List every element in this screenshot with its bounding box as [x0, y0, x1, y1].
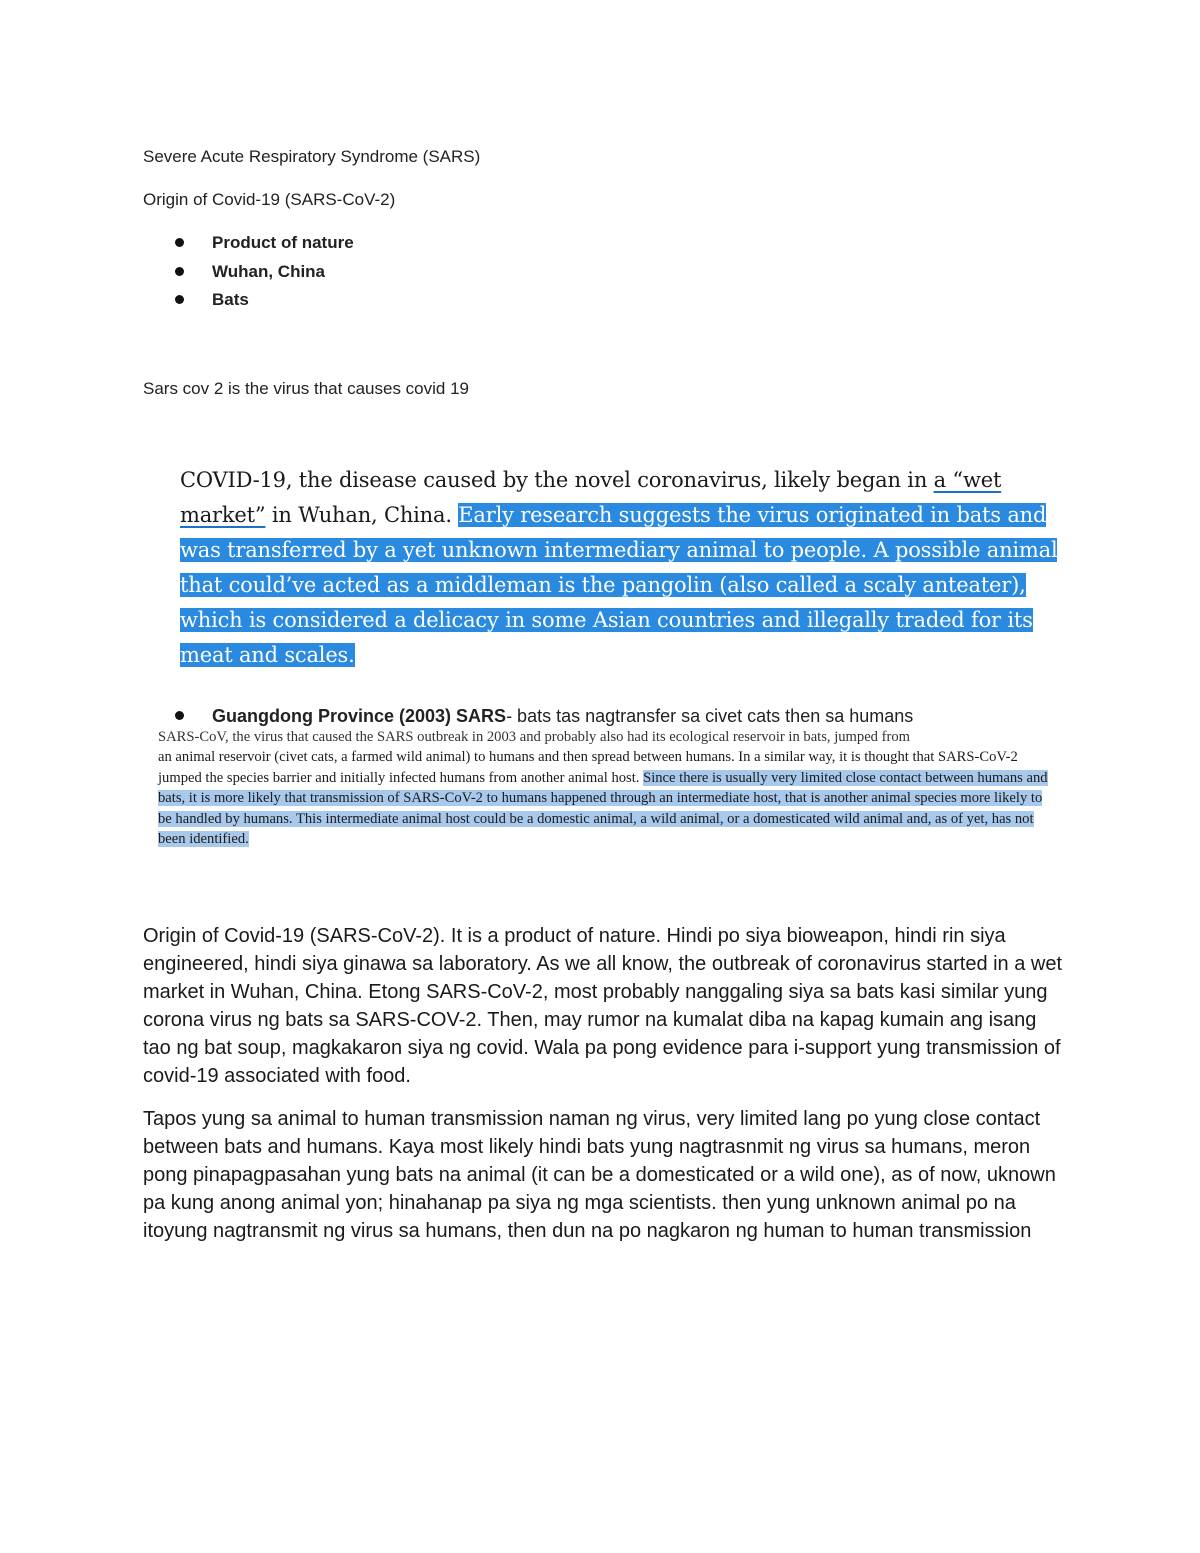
explanation-paragraph-1: Origin of Covid-19 (SARS-CoV-2). It is a product of nature. Hindi po siya bioweapon, hindi rin siya engineered, hindi siya ginawa sa laboratory. As we all know, the outbreak of coronavirus started in a wet market in Wuhan, China. Etong SARS-CoV-2, most probably nanggaling siya sa bats kasi similar yung corona virus ng bats sa SARS-COV-2. Then, may rumor na kumalat diba na kapag kumain ang isang tao ng bat soup, magkakaron siya ng covid. Wala pa pong evidence para i-support yung transmission of covid-19 associated with food. [143, 925, 1063, 1087]
bullet-item: Bats [212, 290, 249, 309]
paper-excerpt-body [158, 747, 1058, 850]
excerpt-lead-text: COVID-19, the disease caused by the novel coronavirus, likely began in [180, 468, 934, 492]
news-excerpt-screenshot [180, 463, 1060, 673]
highlighted-text: Early research suggests the virus originated in bats and was transferred by a yet unknown intermediary animal to people. A possible animal that could’ve acted as a middleman is the pangolin (also called a scaly anteater), which is considered a delicacy in some Asian countries and illegally traded for its meat and scales. [180, 503, 1058, 667]
bullet-item: Wuhan, China [212, 262, 326, 281]
guangdong-bullet [212, 706, 913, 727]
bullet-icon [175, 267, 184, 276]
excerpt-mid-text: in Wuhan, China. [265, 503, 459, 527]
paper-plain-text: an animal reservoir (civet cats, a farmed wild animal) to humans and then spread between humans. In a similar way, it is thought that SARS-CoV-2 jumped the species barrier and initially infected humans from another animal host. [158, 749, 1018, 786]
paper-highlighted-text: Since there is usually very limited close contact between humans and bats, it is more likely that transmission of SARS-CoV-2 to humans happened through an intermediate host, that is another animal species more likely to be handled by humans. This intermediate animal host could be a domestic animal, a wild animal, or a domesticated wild animal and, as of yet, has not been identified. [158, 769, 1048, 847]
guangdong-rest: - bats tas nagtransfer sa civet cats then sa humans [506, 706, 914, 726]
origin-heading: Origin of Covid-19 (SARS-CoV-2) [143, 190, 396, 209]
sars-cov2-note: Sars cov 2 is the virus that causes covid 19 [143, 379, 469, 398]
explanation-paragraph-2: Tapos yung sa animal to human transmission naman ng virus, very limited lang po yung close contact between bats and humans. Kaya most likely hindi bats yung nagtrasnmit ng virus sa humans, meron pong pinapagpasahan yung bats na animal (it can be a domesticated or a wild one), as of now, uknown pa kung anong animal yon; hinahanap pa siya ng mga scientists. then yung unknown animal po na itoyung nagtransmit ng virus sa humans, then dun na po nagkaron ng human to human transmission [143, 1108, 1056, 1242]
bullet-item: Product of nature [212, 233, 354, 252]
cropped-line: SARS-CoV, the virus that caused the SARS outbreak in 2003 and probably also had its ecological reservoir in bats, jumped from [158, 729, 910, 745]
bullet-icon [175, 238, 184, 247]
bullet-icon [175, 295, 184, 304]
wet-market-link[interactable]: a “wet market” [180, 468, 1002, 527]
document-title: Severe Acute Respiratory Syndrome (SARS) [143, 147, 481, 166]
guangdong-bold: Guangdong Province (2003) SARS [212, 706, 507, 726]
paper-excerpt-screenshot [158, 729, 1058, 854]
bullet-icon [175, 711, 184, 720]
